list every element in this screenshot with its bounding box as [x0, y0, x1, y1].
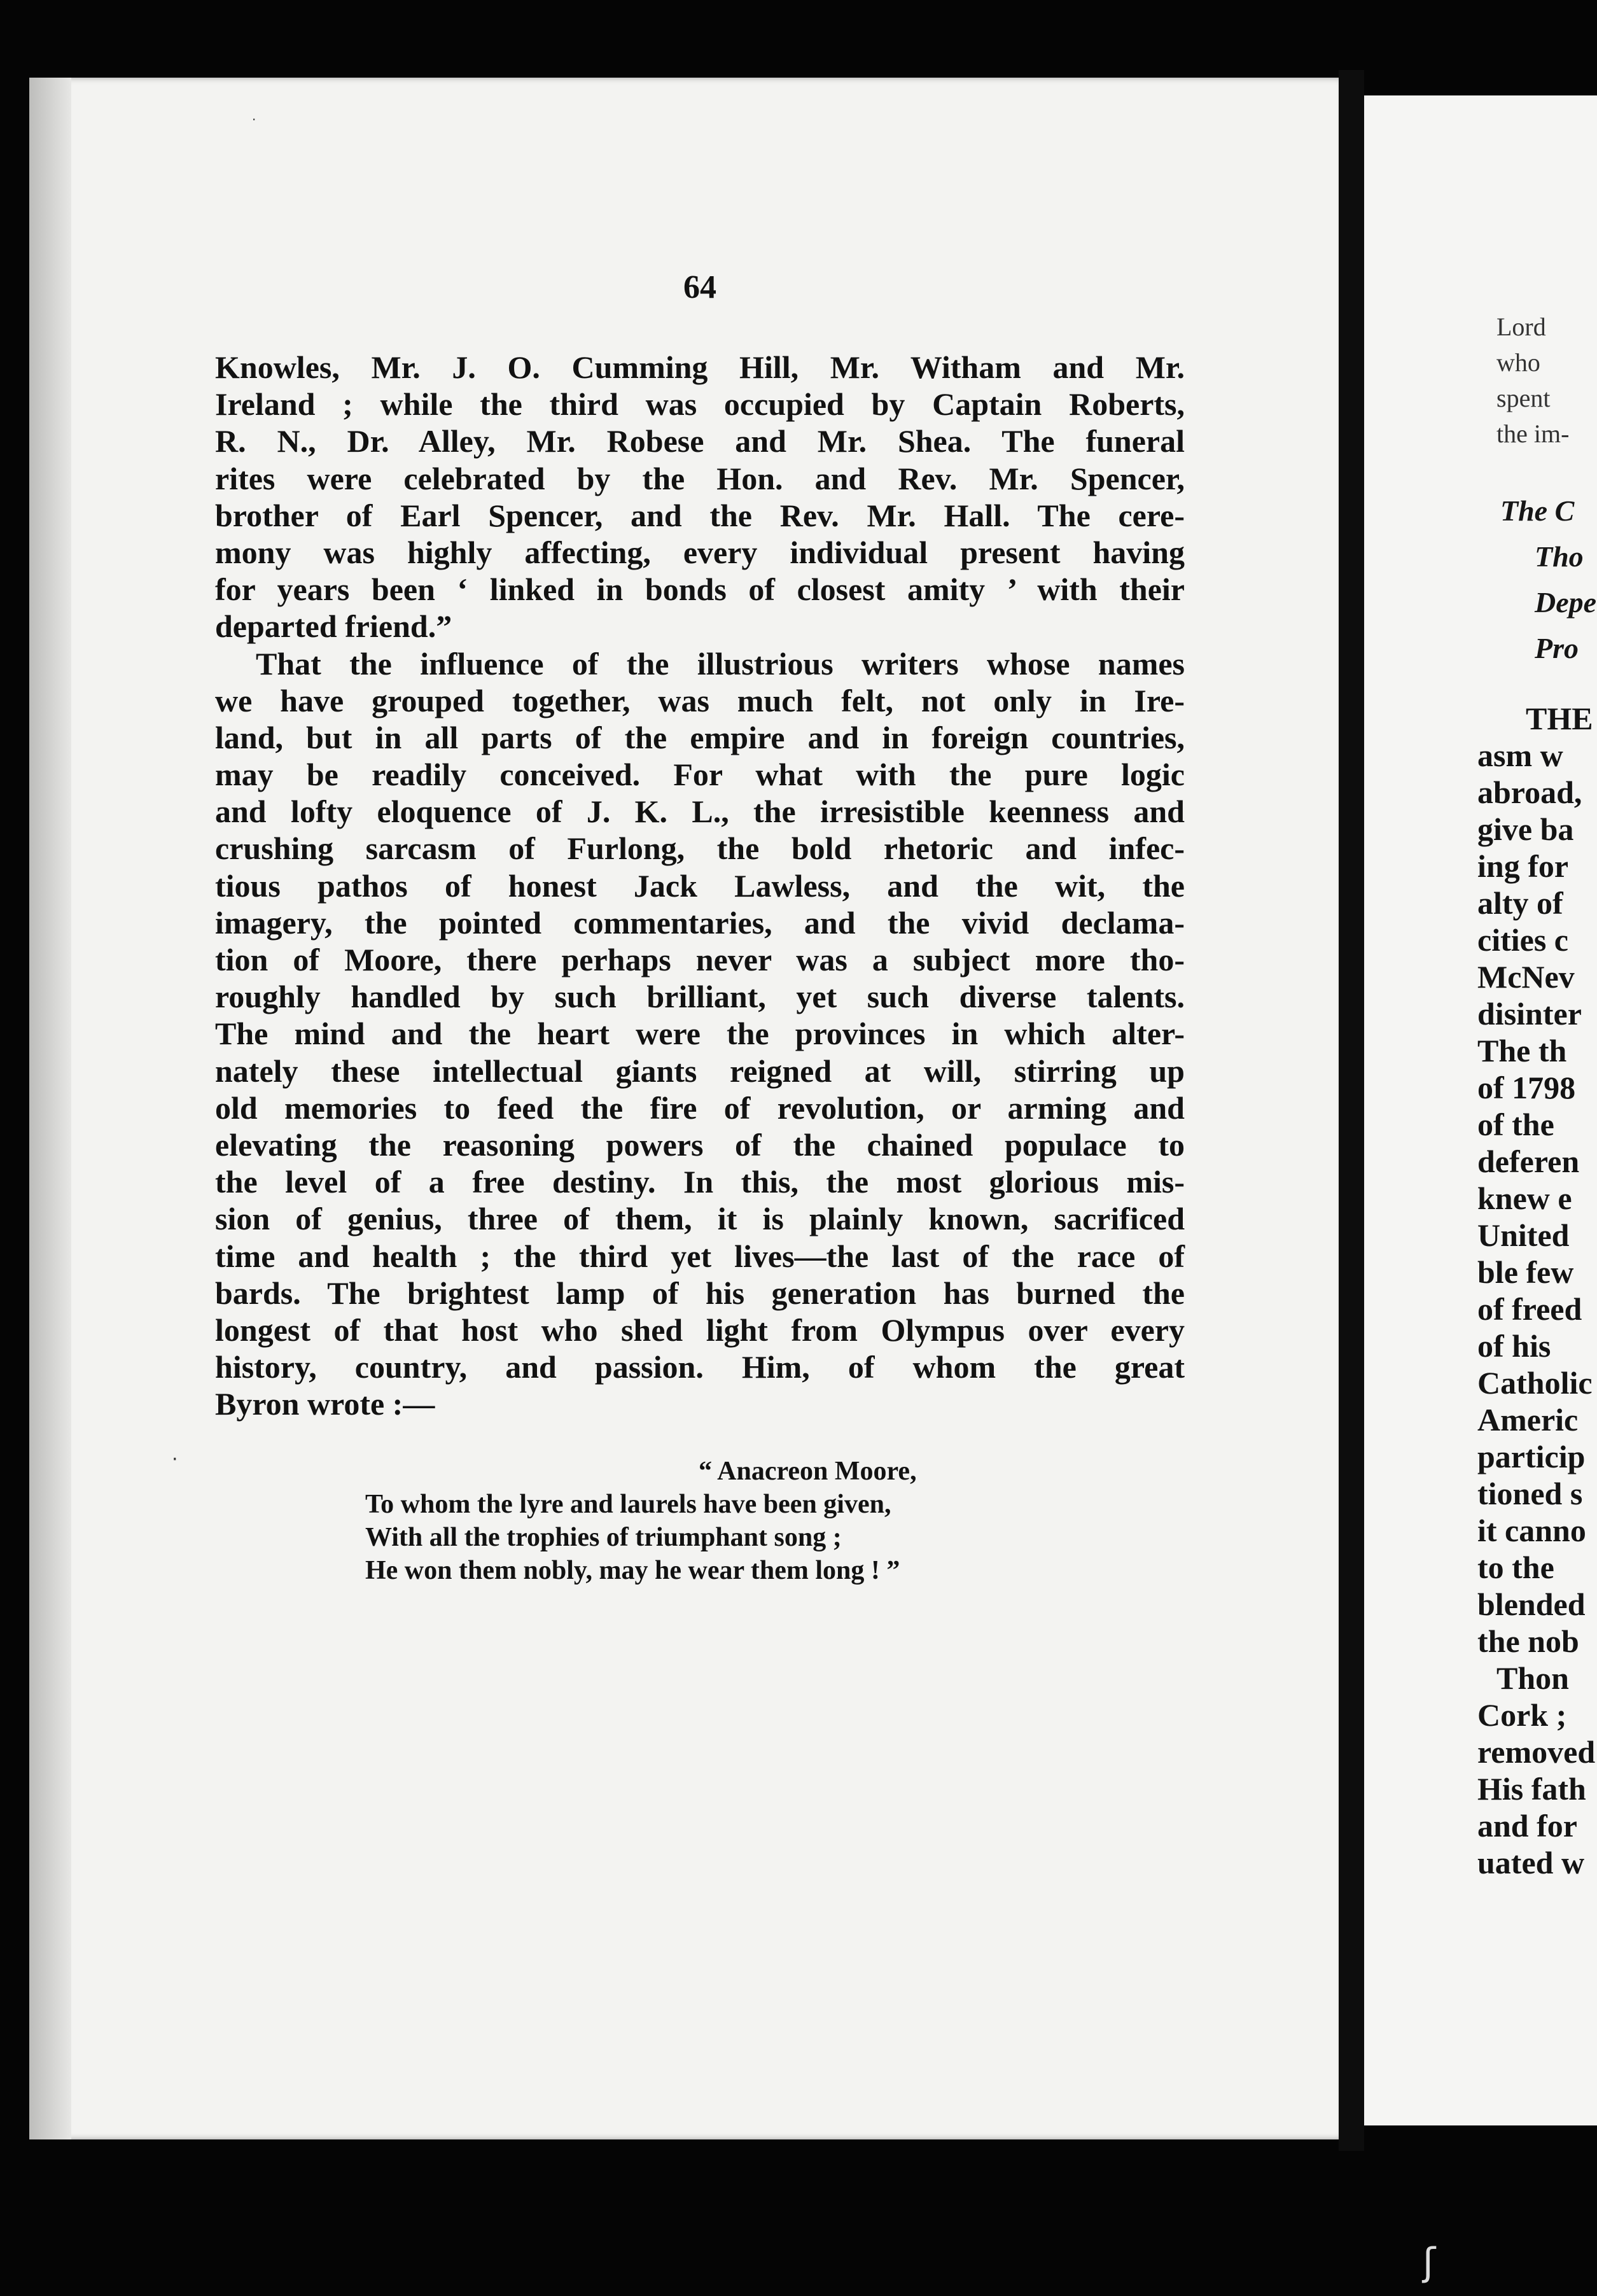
- right-page-line: Cork ;: [1477, 1697, 1567, 1733]
- right-page-line: to the: [1477, 1550, 1554, 1585]
- right-page-line: Thon: [1496, 1660, 1569, 1696]
- text-line: tious pathos of honest Jack Lawless, and the wit, the: [215, 867, 1185, 904]
- right-page-line: uated w: [1477, 1845, 1585, 1880]
- poem-line: “ Anacreon Moore,: [699, 1457, 917, 1486]
- right-page-line: blended: [1477, 1586, 1586, 1622]
- right-page-line: Catholic: [1477, 1365, 1593, 1401]
- right-page-fragment: Lord: [1496, 312, 1546, 341]
- text-line: we have grouped together, was much felt, not only in Ire-: [215, 682, 1185, 718]
- text-line: crushing sarcasm of Furlong, the bold rhetoric and infec-: [215, 830, 1185, 867]
- text-line: rites were celebrated by the Hon. and Rev. Mr. Spencer,: [215, 460, 1185, 496]
- right-page-line: United: [1477, 1217, 1570, 1253]
- right-page-heading: The C: [1500, 494, 1575, 527]
- right-page-line: of his: [1477, 1328, 1551, 1364]
- right-page-line: ing for: [1477, 848, 1569, 884]
- right-page-line: cities c: [1477, 922, 1568, 958]
- right-page-line: particip: [1477, 1439, 1586, 1474]
- right-page-line: McNev: [1477, 959, 1575, 995]
- poem-quotation: [365, 1455, 1129, 1587]
- text-line: brother of Earl Spencer, and the Rev. Mr. Hall. The cere-: [215, 497, 1185, 533]
- text-line: history, country, and passion. Him, of whom the great: [215, 1349, 1185, 1385]
- text-line: bards. The brightest lamp of his generation has burned the: [215, 1275, 1185, 1311]
- text-line: departed friend.”: [215, 608, 452, 645]
- right-page-line: it canno: [1477, 1513, 1586, 1548]
- right-page-line: of 1798: [1477, 1070, 1576, 1105]
- text-line: land, but in all parts of the empire and in foreign countries,: [215, 719, 1185, 755]
- right-page-line: disinter: [1477, 996, 1582, 1032]
- right-page-line: of freed: [1477, 1291, 1582, 1327]
- text-line: the level of a free destiny. In this, the most glorious mis-: [215, 1164, 1185, 1200]
- right-page-line: His fath: [1477, 1771, 1586, 1807]
- right-page-line: abroad,: [1477, 774, 1582, 810]
- right-page-line: asm w: [1477, 738, 1563, 773]
- page-number: 64: [683, 269, 716, 305]
- text-line: and lofty eloquence of J. K. L., the irresistible keenness and: [215, 794, 1185, 830]
- text-line: imagery, the pointed commentaries, and the vivid declama-: [215, 904, 1185, 941]
- stray-mark: ʃ: [1423, 2240, 1436, 2285]
- left-page-edge: [29, 78, 71, 2139]
- text-line: longest of that host who shed light from Olympus over every: [215, 1312, 1185, 1348]
- text-line: sion of genius, three of them, it is plainly known, sacrificed: [215, 1201, 1185, 1237]
- body-text: [215, 349, 1185, 1422]
- text-line: That the influence of the illustrious writers whose names: [256, 645, 1185, 682]
- text-line: Byron wrote :—: [215, 1386, 435, 1422]
- right-page-line: ble few: [1477, 1254, 1574, 1290]
- text-line: roughly handled by such brilliant, yet such diverse talents.: [215, 979, 1185, 1015]
- right-page-line: the nob: [1477, 1623, 1579, 1659]
- text-line: time and health ; the third yet lives—the last of the race of: [215, 1238, 1185, 1274]
- text-line: Knowles, Mr. J. O. Cumming Hill, Mr. Witham and Mr.: [215, 349, 1185, 385]
- right-page-fragment: who: [1496, 348, 1540, 377]
- right-page-line: knew e: [1477, 1180, 1572, 1216]
- right-page-fragment: spent: [1496, 384, 1551, 412]
- poem-line: He won them nobly, may he wear them long ! ”: [365, 1556, 900, 1585]
- right-page-line: THE: [1526, 701, 1593, 736]
- text-line: elevating the reasoning powers of the chained populace to: [215, 1126, 1185, 1163]
- right-page-line: give ba: [1477, 811, 1574, 847]
- stray-mark: ·: [172, 1448, 178, 1471]
- right-page-line: and for: [1477, 1808, 1577, 1844]
- text-line: Ireland ; while the third was occupied by Captain Roberts,: [215, 386, 1185, 423]
- right-page-line: The th: [1477, 1033, 1567, 1068]
- right-page-heading: Tho: [1535, 540, 1584, 573]
- right-page-line: Americ: [1477, 1402, 1579, 1438]
- poem-line: With all the trophies of triumphant song ;: [365, 1523, 842, 1552]
- right-page-line: deferen: [1477, 1144, 1580, 1179]
- right-page-line: of the: [1477, 1107, 1554, 1142]
- right-page-heading: Pro: [1535, 632, 1579, 664]
- text-line: nately these intellectual giants reigned at will, stirring up: [215, 1053, 1185, 1089]
- text-line: may be readily conceived. For what with the pure logic: [215, 757, 1185, 793]
- right-page-heading: Depe: [1535, 586, 1597, 619]
- text-line: tion of Moore, there perhaps never was a subject more tho-: [215, 942, 1185, 977]
- right-page-line: removed: [1477, 1734, 1596, 1770]
- book-gutter: [1339, 70, 1364, 2151]
- right-page-line: alty of: [1477, 885, 1563, 921]
- poem-line: To whom the lyre and laurels have been given,: [365, 1490, 891, 1519]
- text-line: mony was highly affecting, every individual present having: [215, 534, 1185, 570]
- text-line: R. N., Dr. Alley, Mr. Robese and Mr. Shea. The funeral: [215, 423, 1185, 459]
- text-line: for years been ‘ linked in bonds of closest amity ’ with their: [215, 571, 1185, 608]
- right-page-line: tioned s: [1477, 1476, 1583, 1511]
- stray-mark: ·: [252, 112, 256, 127]
- text-line: old memories to feed the fire of revolution, or arming and: [215, 1089, 1185, 1126]
- text-line: The mind and the heart were the provinces in which alter-: [215, 1016, 1185, 1052]
- right-page-fragment: the im-: [1496, 419, 1570, 448]
